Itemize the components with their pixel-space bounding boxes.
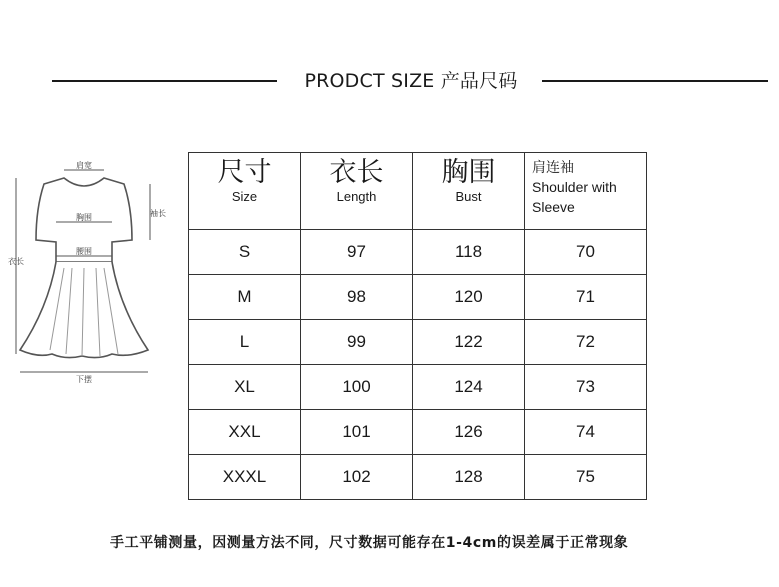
cell-length: 97 xyxy=(301,230,413,275)
cell-bust: 120 xyxy=(413,275,525,320)
table-row xyxy=(189,275,647,320)
cell-size: M xyxy=(189,275,301,320)
table-header-row xyxy=(189,153,647,230)
cell-shoulder-sleeve: 71 xyxy=(525,275,647,320)
cell-shoulder-sleeve: 73 xyxy=(525,365,647,410)
size-table xyxy=(188,152,647,500)
cell-size: XL xyxy=(189,365,301,410)
header-shoulder-sleeve: 肩连袖 Shoulder with Sleeve xyxy=(525,153,647,230)
cell-bust: 124 xyxy=(413,365,525,410)
cell-bust: 128 xyxy=(413,455,525,500)
label-bust: 胸围 xyxy=(76,213,92,222)
measurement-footnote: 手工平铺测量，因测量方法不同，尺寸数据可能存在1-4cm的误差属于正常现象 xyxy=(110,535,629,551)
cell-length: 102 xyxy=(301,455,413,500)
header xyxy=(0,64,779,98)
cell-length: 101 xyxy=(301,410,413,455)
label-shoulder: 肩宽 xyxy=(76,161,92,170)
cell-shoulder-sleeve: 72 xyxy=(525,320,647,365)
header-rule-right xyxy=(542,80,768,82)
header-size: 尺寸 Size xyxy=(189,153,301,230)
header-bust: 胸围 Bust xyxy=(413,153,525,230)
cell-shoulder-sleeve: 74 xyxy=(525,410,647,455)
label-hem: 下摆 xyxy=(76,375,92,384)
cell-length: 100 xyxy=(301,365,413,410)
cell-shoulder-sleeve: 70 xyxy=(525,230,647,275)
cell-size: S xyxy=(189,230,301,275)
table-row xyxy=(189,455,647,500)
header-length: 衣长 Length xyxy=(301,153,413,230)
table-row xyxy=(189,320,647,365)
cell-size: XXL xyxy=(189,410,301,455)
table-row xyxy=(189,410,647,455)
dress-diagram xyxy=(8,158,180,390)
cell-length: 99 xyxy=(301,320,413,365)
label-waist: 腰围 xyxy=(76,247,92,256)
cell-size: L xyxy=(189,320,301,365)
label-sleeve: 袖长 xyxy=(150,209,166,218)
label-length: 衣长 xyxy=(8,257,24,266)
cell-length: 98 xyxy=(301,275,413,320)
page-title: PRODCT SIZE 产品尺码 xyxy=(304,70,518,92)
cell-bust: 126 xyxy=(413,410,525,455)
cell-size: XXXL xyxy=(189,455,301,500)
table-row xyxy=(189,230,647,275)
cell-shoulder-sleeve: 75 xyxy=(525,455,647,500)
cell-bust: 122 xyxy=(413,320,525,365)
table-row xyxy=(189,365,647,410)
header-rule-left xyxy=(52,80,277,82)
cell-bust: 118 xyxy=(413,230,525,275)
